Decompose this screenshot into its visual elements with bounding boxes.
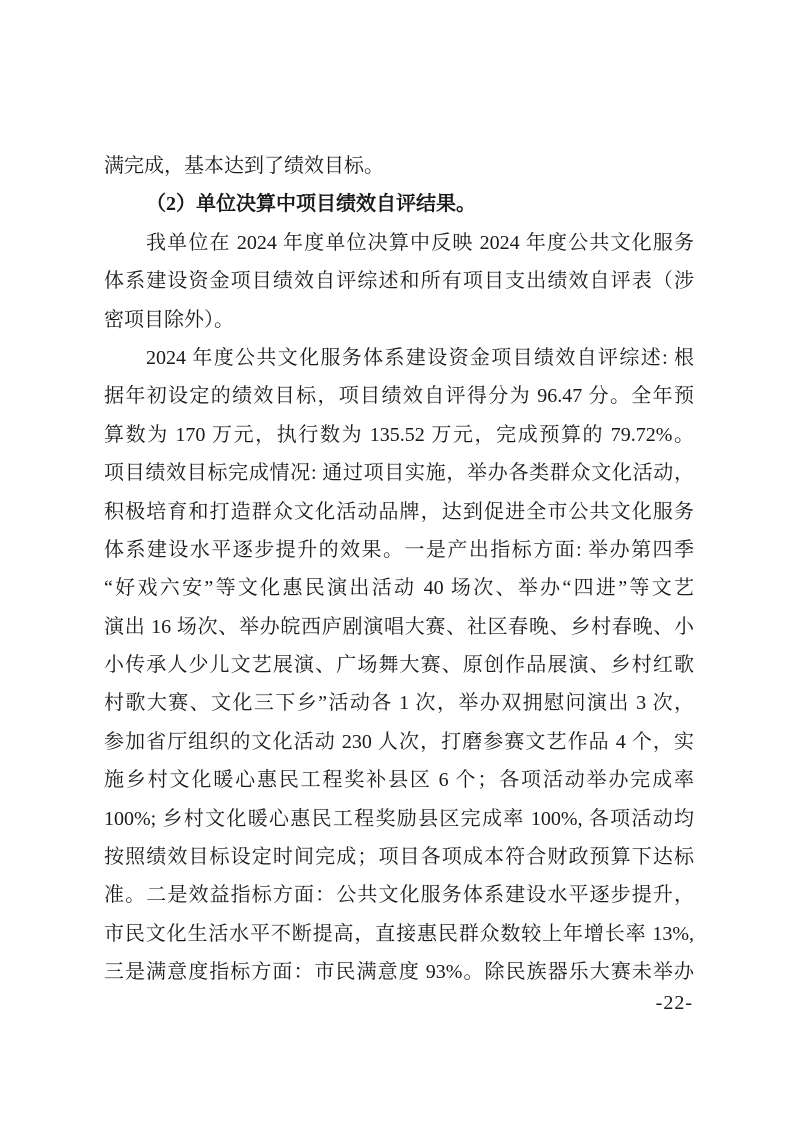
text-line: 项目绩效目标完成情况: 通过项目实施，举办各类群众文化活动，: [104, 462, 694, 485]
text-line: 体系建设资金项目绩效自评综述和所有项目支出绩效自评表（涉: [104, 270, 694, 293]
text-line: 演出 16 场次、举办皖西庐剧演唱大赛、社区春晚、乡村春晚、小: [104, 615, 694, 638]
text-line: 密项目除外）。: [104, 308, 234, 331]
text-line: 体系建设水平逐步提升的效果。一是产出指标方面: 举办第四季: [104, 538, 694, 561]
text-line: 三是满意度指标方面：市民满意度 93%。除民族器乐大赛未举办: [104, 961, 694, 984]
document-body: [104, 147, 694, 992]
text-line: 2024 年度公共文化服务体系建设资金项目绩效自评综述: 根: [146, 346, 694, 369]
text-line: 据年初设定的绩效目标，项目绩效自评得分为 96.47 分。全年预: [104, 385, 694, 408]
text-line: 村歌大赛、文化三下乡”活动各 1 次，举办双拥慰问演出 3 次，: [104, 692, 694, 715]
text-line: 积极培育和打造群众文化活动品牌，达到促进全市公共文化服务: [104, 500, 694, 523]
text-line: 我单位在 2024 年度单位决算中反映 2024 年度公共文化服务: [146, 231, 694, 254]
text-line: 参加省厅组织的文化活动 230 人次，打磨参赛文艺作品 4 个，实: [104, 730, 694, 753]
text-line: 小传承人少儿文艺展演、广场舞大赛、原创作品展演、乡村红歌: [104, 654, 694, 677]
page-number: -22-: [655, 992, 693, 1014]
text-line: （2）单位决算中项目绩效自评结果。: [146, 193, 476, 216]
text-line: “好戏六安”等文化惠民演出活动 40 场次、举办“四进”等文艺: [104, 577, 694, 600]
text-line: 按照绩效目标设定时间完成；项目各项成本符合财政预算下达标: [104, 846, 694, 869]
text-line: 100%; 乡村文化暖心惠民工程奖励县区完成率 100%, 各项活动均: [104, 807, 694, 830]
text-line: 准。二是效益指标方面：公共文化服务体系建设水平逐步提升，: [104, 884, 694, 907]
text-line: 施乡村文化暖心惠民工程奖补县区 6 个；各项活动举办完成率: [104, 769, 694, 792]
text-line: 满完成，基本达到了绩效目标。: [104, 155, 384, 177]
text-line: 算数为 170 万元，执行数为 135.52 万元，完成预算的 79.72%。: [104, 423, 694, 446]
text-line: 市民文化生活水平不断提高，直接惠民群众数较上年增长率 13%,: [104, 922, 694, 945]
